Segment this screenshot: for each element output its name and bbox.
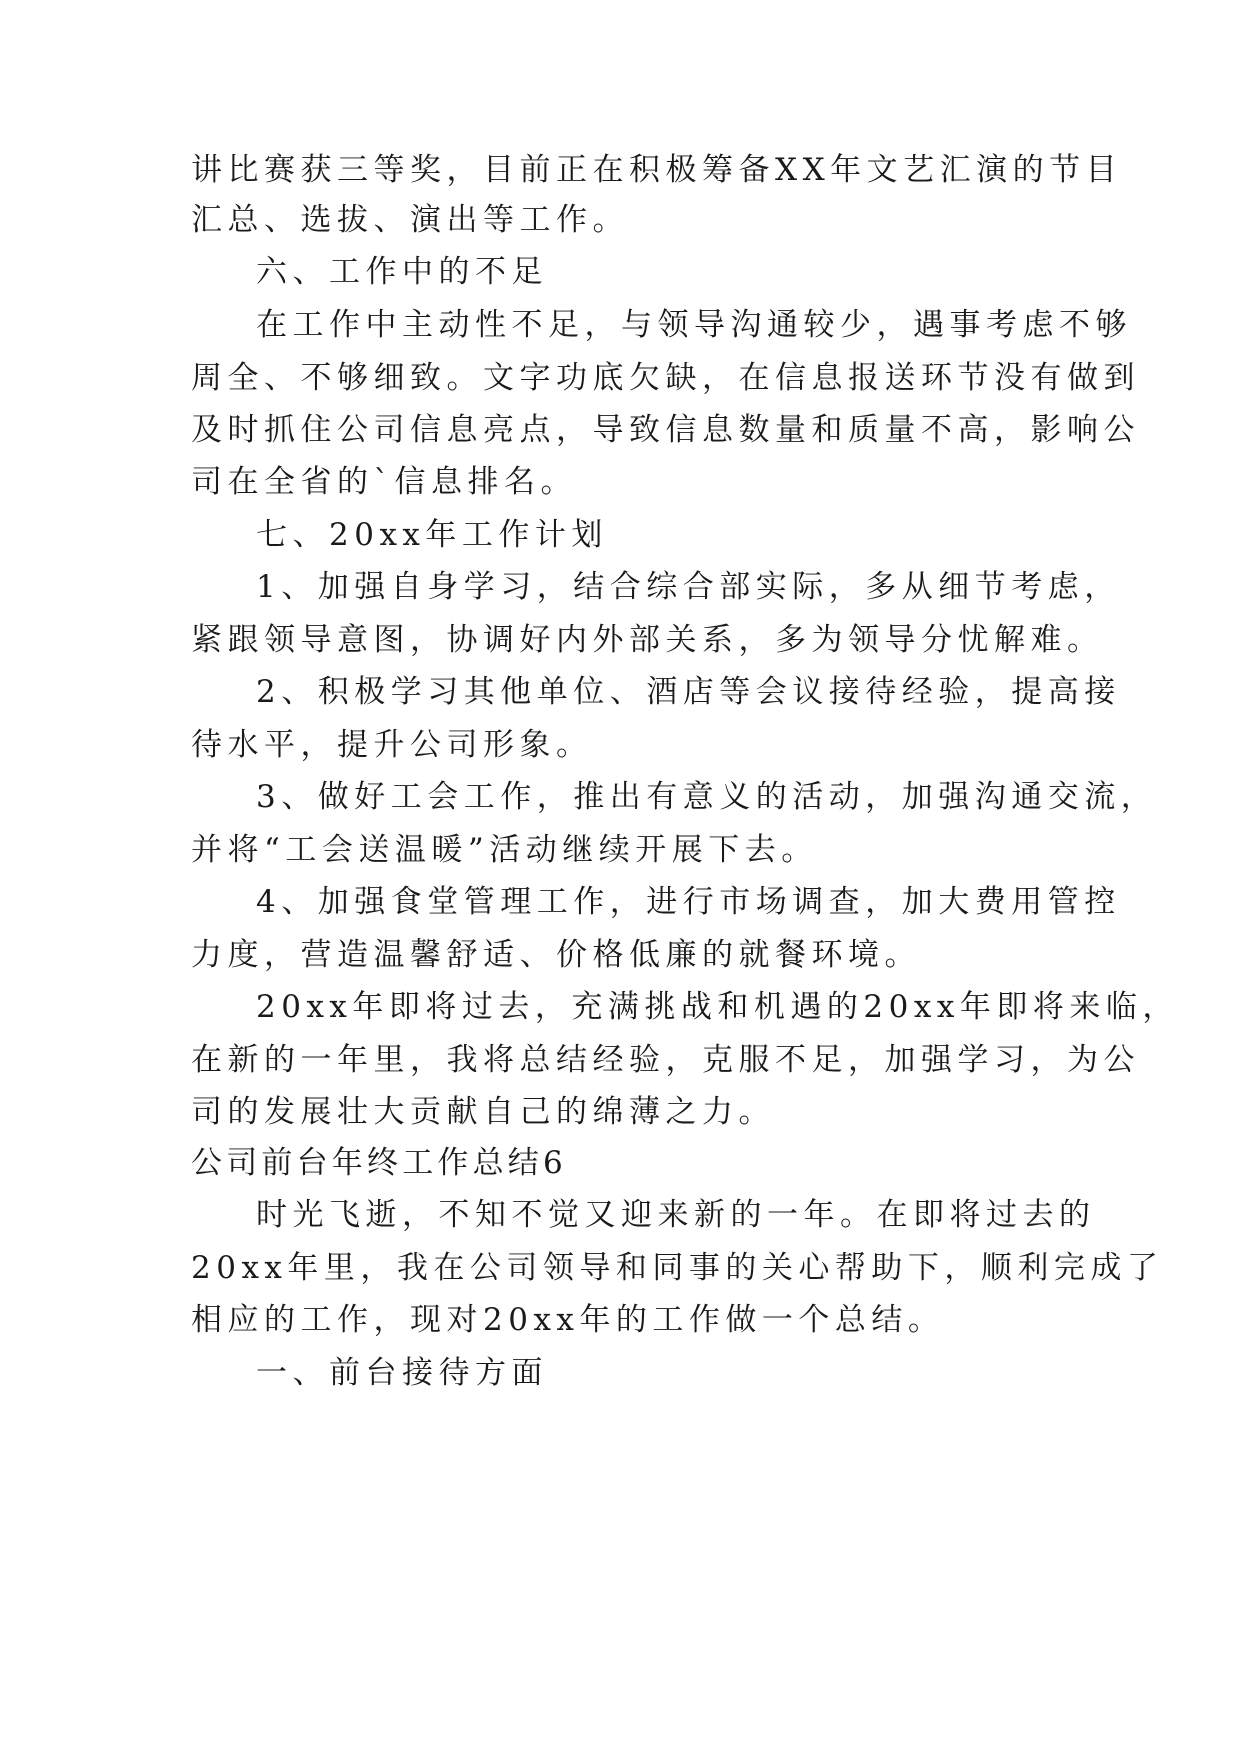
text-line: 20xx年即将过去，充满挑战和机遇的20xx年即将来临， — [256, 989, 1179, 1025]
text-line: 20xx年里，我在公司领导和同事的关心帮助下，顺利完成了 — [191, 1250, 1164, 1286]
text-line: 力度，营造温馨舒适、价格低廉的就餐环境。 — [191, 937, 921, 973]
text-line: 讲比赛获三等奖，目前正在积极筹备XX年文艺汇演的节目 — [191, 152, 1123, 188]
text-line: 司在全省的`信息排名。 — [191, 464, 577, 500]
text-line: 在工作中主动性不足，与领导沟通较少，遇事考虑不够 — [256, 307, 1132, 343]
text-line: 相应的工作，现对20xx年的工作做一个总结。 — [191, 1302, 945, 1338]
section-heading: 一、前台接待方面 — [256, 1355, 548, 1391]
text-line: 及时抓住公司信息亮点，导致信息数量和质量不高，影响公 — [191, 412, 1140, 448]
text-line: 汇总、选拔、演出等工作。 — [191, 202, 629, 238]
text-line: 在新的一年里，我将总结经验，克服不足，加强学习，为公 — [191, 1042, 1140, 1078]
text-line: 待水平，提升公司形象。 — [191, 727, 593, 763]
text-line: 时光飞逝，不知不觉又迎来新的一年。在即将过去的 — [256, 1197, 1096, 1233]
text-line: 并将“工会送温暖”活动继续开展下去。 — [191, 832, 818, 868]
text-line: 4、加强食堂管理工作，进行市场调查，加大费用管控 — [256, 884, 1121, 920]
text-line: 司的发展壮大贡献自己的绵薄之力。 — [191, 1094, 775, 1130]
text-line: 2、积极学习其他单位、酒店等会议接待经验，提高接 — [256, 674, 1121, 710]
text-line: 1、加强自身学习，结合综合部实际，多从细节考虑， — [256, 569, 1121, 605]
text-line: 周全、不够细致。文字功底欠缺，在信息报送环节没有做到 — [191, 360, 1140, 396]
text-line: 紧跟领导意图，协调好内外部关系，多为领导分忧解难。 — [191, 622, 1104, 658]
document-title: 公司前台年终工作总结6 — [191, 1145, 567, 1181]
section-heading: 六、工作中的不足 — [256, 254, 548, 290]
text-line: 3、做好工会工作，推出有意义的活动，加强沟通交流， — [256, 779, 1158, 815]
section-heading: 七、20xx年工作计划 — [256, 517, 608, 553]
